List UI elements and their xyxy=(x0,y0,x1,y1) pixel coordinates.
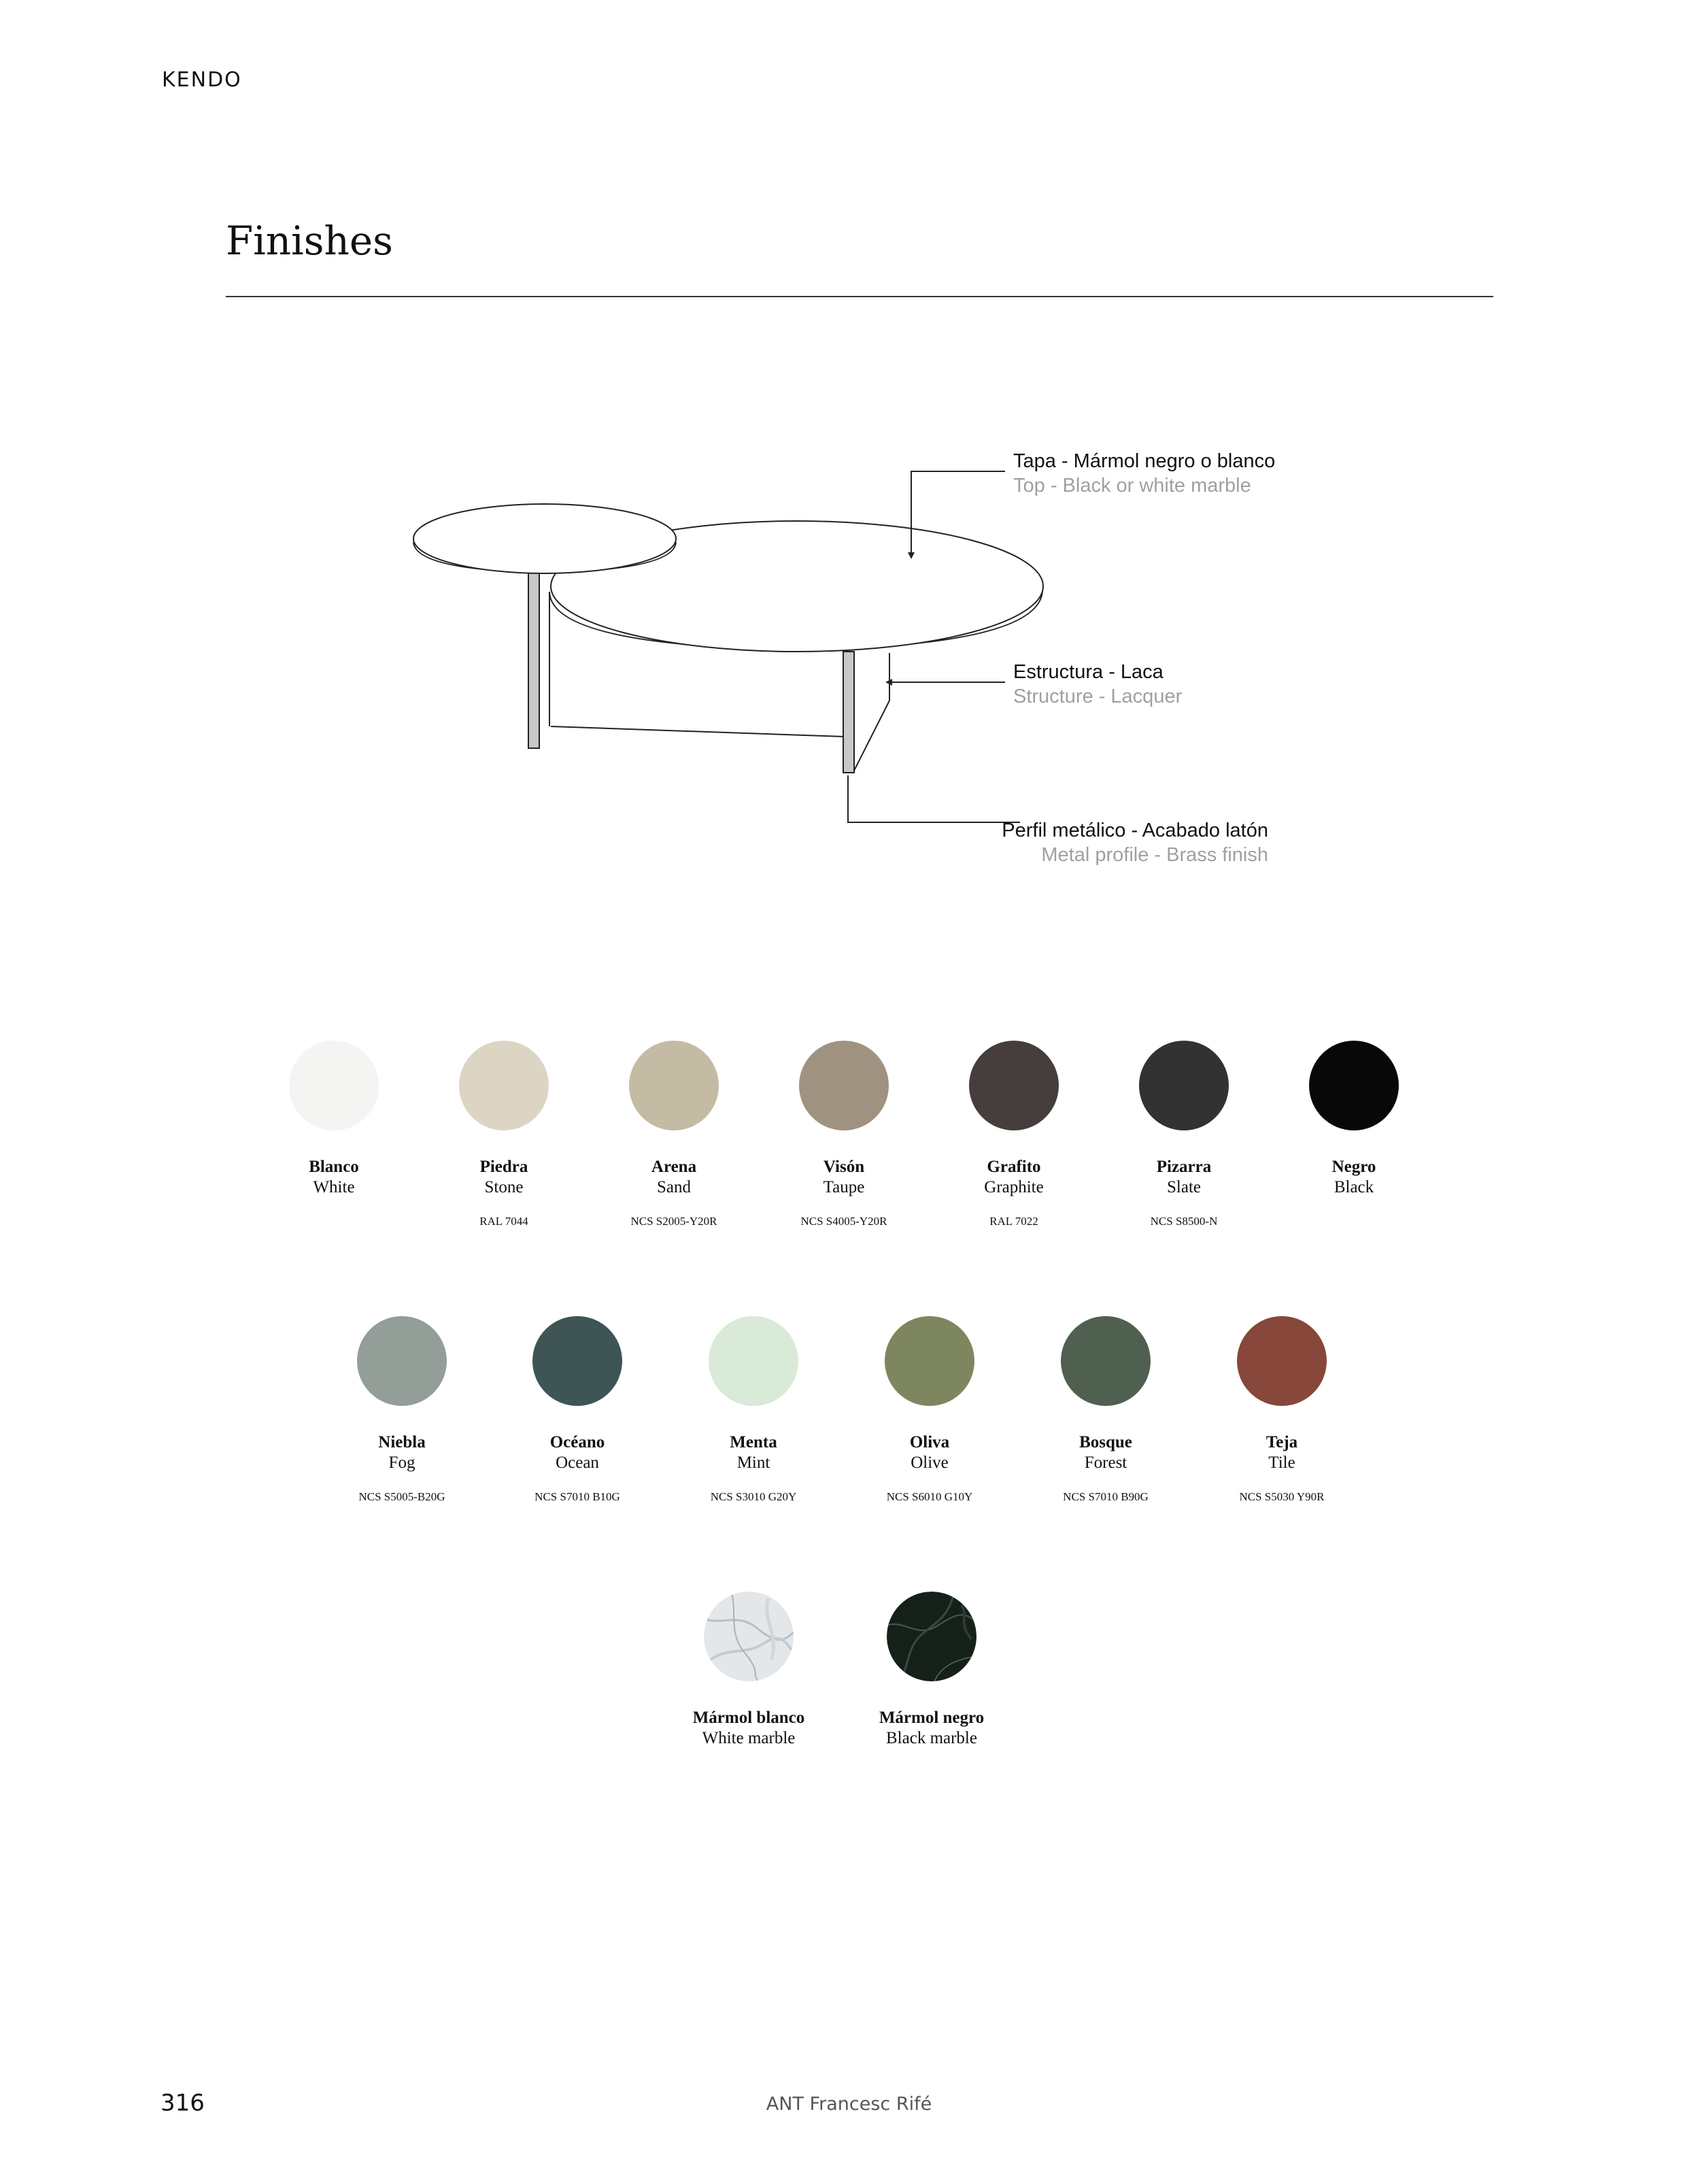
color-dot xyxy=(357,1316,447,1406)
finish-swatch-grafito: Grafito Graphite RAL 7022 xyxy=(929,1041,1099,1228)
footer-credit: ANT Francesc Rifé xyxy=(766,2094,932,2115)
callout-profile: Perfil metálico - Acabado latón Metal profile - Brass finish xyxy=(1002,820,1268,866)
leader-profile xyxy=(848,775,1020,822)
finish-swatch-niebla: Niebla Fog NCS S5005-B20G xyxy=(317,1316,487,1504)
finish-swatch-blanco: Blanco White xyxy=(249,1041,419,1228)
finish-swatch-arena: Arena Sand NCS S2005-Y20R xyxy=(589,1041,759,1228)
brand-label: KENDO xyxy=(162,68,242,92)
callout-structure: Estructura - Laca Structure - Lacquer xyxy=(1013,661,1183,707)
finish-swatch-oliva: Oliva Olive NCS S6010 G10Y xyxy=(845,1316,1015,1504)
finish-swatch-marmol-blanco: Mármol blanco White marble xyxy=(664,1592,834,1748)
page-number: 316 xyxy=(160,2089,205,2117)
color-dot xyxy=(1309,1041,1399,1130)
color-dot xyxy=(709,1316,798,1406)
brass-profile-left xyxy=(528,573,539,748)
finish-swatch-vison: Visón Taupe NCS S4005-Y20R xyxy=(759,1041,929,1228)
small-top xyxy=(413,504,676,573)
color-dot xyxy=(1139,1041,1229,1130)
color-dot xyxy=(885,1316,974,1406)
section-title: Finishes xyxy=(226,218,393,264)
finish-swatch-menta: Menta Mint NCS S3010 G20Y xyxy=(668,1316,838,1504)
color-dot xyxy=(799,1041,889,1130)
finish-swatch-teja: Teja Tile NCS S5030 Y90R xyxy=(1197,1316,1367,1504)
finish-swatch-pizarra: Pizarra Slate NCS S8500-N xyxy=(1099,1041,1269,1228)
color-dot xyxy=(289,1041,379,1130)
callout-top: Tapa - Mármol negro o blanco Top - Black or white marble xyxy=(1013,450,1276,497)
finish-swatch-negro: Negro Black xyxy=(1269,1041,1439,1228)
white-marble-texture xyxy=(704,1592,794,1681)
finish-swatch-piedra: Piedra Stone RAL 7044 xyxy=(419,1041,589,1228)
color-dot xyxy=(1061,1316,1151,1406)
finish-swatch-oceano: Océano Ocean NCS S7010 B10G xyxy=(492,1316,662,1504)
color-dot xyxy=(629,1041,719,1130)
color-dot xyxy=(532,1316,622,1406)
black-marble-texture xyxy=(887,1592,977,1681)
color-dot xyxy=(459,1041,549,1130)
color-dot xyxy=(969,1041,1059,1130)
finish-swatch-bosque: Bosque Forest NCS S7010 B90G xyxy=(1021,1316,1191,1504)
brass-profile-right xyxy=(843,652,854,773)
table-diagram xyxy=(0,0,1698,918)
color-dot xyxy=(1237,1316,1327,1406)
finish-swatch-marmol-negro: Mármol negro Black marble xyxy=(847,1592,1017,1748)
